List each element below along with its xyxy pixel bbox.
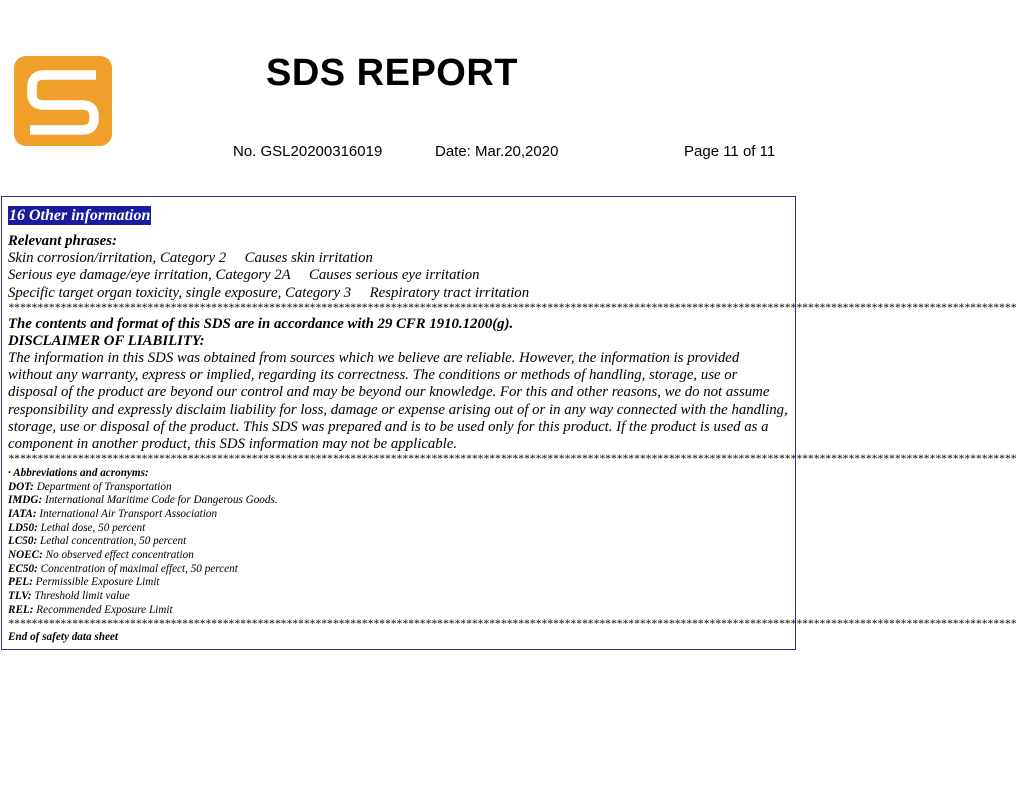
abbreviation-row	[8, 563, 794, 577]
abbr-desc: Threshold limit value	[31, 590, 130, 603]
abbr-term: PEL:	[8, 576, 33, 589]
abbr-desc: International Maritime Code for Dangerous Goods.	[42, 494, 278, 507]
disclaimer-title: DISCLAIMER OF LIABILITY:	[8, 332, 205, 349]
report-title: SDS REPORT	[265, 52, 519, 94]
phrase-line: Specific target organ toxicity, single exposure, Category 3 Respiratory tract irritation	[8, 284, 530, 301]
relevant-phrases-label: Relevant phrases:	[8, 233, 117, 249]
abbr-term: LC50:	[8, 535, 38, 548]
separator: ******************************************************************************************************************************************************************************	[8, 617, 1016, 630]
disclaimer-line: storage, use or disposal of the product. This SDS was prepared and is to be used only for this product. If the product is used as a	[8, 418, 769, 435]
abbreviation-row	[8, 590, 794, 604]
abbreviations-title: · Abbreviations and acronyms:	[8, 466, 149, 479]
abbreviation-row	[8, 481, 794, 495]
abbr-term: IMDG:	[8, 494, 43, 507]
abbreviation-row	[8, 604, 794, 618]
abbr-term: IATA:	[8, 507, 37, 520]
abbr-desc: Permissible Exposure Limit	[32, 576, 160, 589]
abbr-desc: Department of Transportation	[33, 480, 172, 493]
abbreviation-row	[8, 549, 794, 563]
disclaimer-line: The information in this SDS was obtained from sources which we believe are reliable. However, the information is provided	[8, 349, 740, 366]
end-of-sheet: End of safety data sheet	[8, 631, 119, 644]
abbr-term: EC50:	[8, 562, 38, 575]
section-content	[8, 206, 1016, 645]
abbr-term: NOEC:	[8, 549, 43, 562]
disclaimer-line: component in another product, this SDS information may not be applicable.	[8, 435, 458, 452]
abbr-desc: Lethal dose, 50 percent	[37, 521, 146, 534]
abbr-desc: Lethal concentration, 50 percent	[37, 535, 187, 548]
abbr-desc: International Air Transport Association	[36, 507, 218, 520]
disclaimer-line: without any warranty, express or implied, regarding its correctness. The conditions or methods of handling, storage, use or	[8, 367, 738, 384]
compliance-statement: The contents and format of this SDS are in accordance with 29 CFR 1910.1200(g).	[8, 315, 514, 332]
phrase-line: Serious eye damage/eye irritation, Category 2A Causes serious eye irritation	[8, 267, 480, 284]
abbr-desc: No observed effect concentration	[42, 549, 194, 562]
phrase-line: Skin corrosion/irritation, Category 2 Causes skin irritation	[8, 250, 373, 267]
separator: ******************************************************************************************************************************************************************************	[8, 301, 1016, 314]
abbr-term: REL:	[8, 603, 34, 616]
disclaimer-line: responsibility and expressly disclaim liability for loss, damage or expense arising out of or in any way connected with the handling,	[8, 401, 788, 418]
abbr-desc: Recommended Exposure Limit	[33, 603, 173, 616]
disclaimer-line: disposal of the product are beyond our control and may be beyond our knowledge. For this and other reasons, we do not assume	[8, 384, 770, 401]
report-number: No. GSL20200316019	[233, 143, 383, 160]
abbr-term: LD50:	[8, 521, 38, 534]
abbr-desc: Concentration of maximal effect, 50 percent	[37, 562, 238, 575]
separator: ******************************************************************************************************************************************************************************	[8, 453, 1016, 466]
abbreviation-row	[8, 508, 794, 522]
abbr-term: TLV:	[8, 590, 32, 603]
page-number: Page 11 of 11	[684, 143, 776, 160]
abbreviation-row	[8, 494, 794, 508]
abbreviation-row	[8, 535, 794, 549]
abbreviation-row	[8, 522, 794, 536]
report-date: Date: Mar.20,2020	[435, 143, 559, 160]
abbr-term: DOT:	[8, 480, 34, 493]
section-heading: 16 Other information	[9, 207, 151, 224]
abbreviation-row	[8, 576, 794, 590]
